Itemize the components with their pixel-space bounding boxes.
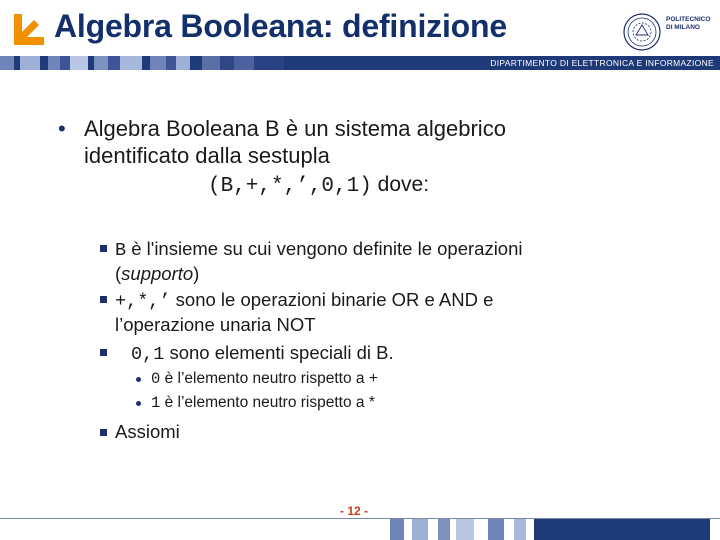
support-word: supporto <box>121 263 194 284</box>
polimi-logo <box>622 12 714 52</box>
footer-band <box>390 519 720 540</box>
institution-line-1: POLITECNICO <box>666 16 711 23</box>
tuple-code: (B,+,*,’,0,1) <box>208 175 372 198</box>
slide-title: Algebra Booleana: definizione <box>54 8 507 44</box>
square-bullet <box>100 429 107 436</box>
dot-bullet <box>136 377 141 382</box>
institution-line-2: DI MILANO <box>666 24 700 31</box>
square-bullet <box>100 296 107 303</box>
sub-sub-item-1-text: è l’elemento neutro rispetto a + <box>160 370 378 387</box>
sub-sub-item-1 <box>151 370 378 388</box>
polimi-seal-icon <box>622 12 662 52</box>
paren-close: ) <box>193 263 200 284</box>
sub-sub-item-2-text: è l’elemento neutro rispetto a * <box>160 394 375 411</box>
sub-item-1-text: è l'insieme su cui vengono definite le operazioni <box>126 238 523 259</box>
sub-item-3-text: sono elementi speciali di B. <box>164 342 394 363</box>
tuple-suffix: dove: <box>371 173 430 196</box>
header-pattern <box>0 56 284 70</box>
main-bullet: • <box>58 116 66 141</box>
tuple-line <box>208 173 429 198</box>
sub-item-2-text: sono le operazioni binarie OR e AND e <box>170 289 494 310</box>
main-bullet-line-2: identificato dalla sestupla <box>84 143 330 168</box>
sub-item-2 <box>115 289 493 312</box>
sub-item-3 <box>131 342 394 365</box>
sub-item-3-code: 0,1 <box>131 344 165 365</box>
arrow-logo-icon <box>8 10 46 48</box>
sub-item-1-code: B <box>115 240 127 261</box>
paren-open: ( <box>115 263 122 284</box>
dot-bullet <box>136 401 141 406</box>
assiomi-item: Assiomi <box>115 421 180 442</box>
main-bullet-line-1: Algebra Booleana B è un sistema algebrico <box>84 116 506 141</box>
sub-item-1-continuation <box>115 263 199 285</box>
sub-item-2-continuation: l’operazione unaria NOT <box>115 314 316 335</box>
sub-sub-item-2-code: 1 <box>151 394 161 412</box>
square-bullet <box>100 349 107 356</box>
sub-sub-item-2 <box>151 394 375 412</box>
sub-item-2-code: +,*,’ <box>115 291 171 312</box>
page-number: - 12 - <box>340 504 369 518</box>
square-bullet <box>100 245 107 252</box>
sub-sub-item-1-code: 0 <box>151 370 161 388</box>
department-label: DIPARTIMENTO DI ELETTRONICA E INFORMAZIONE <box>490 58 714 68</box>
sub-item-1 <box>115 238 523 261</box>
